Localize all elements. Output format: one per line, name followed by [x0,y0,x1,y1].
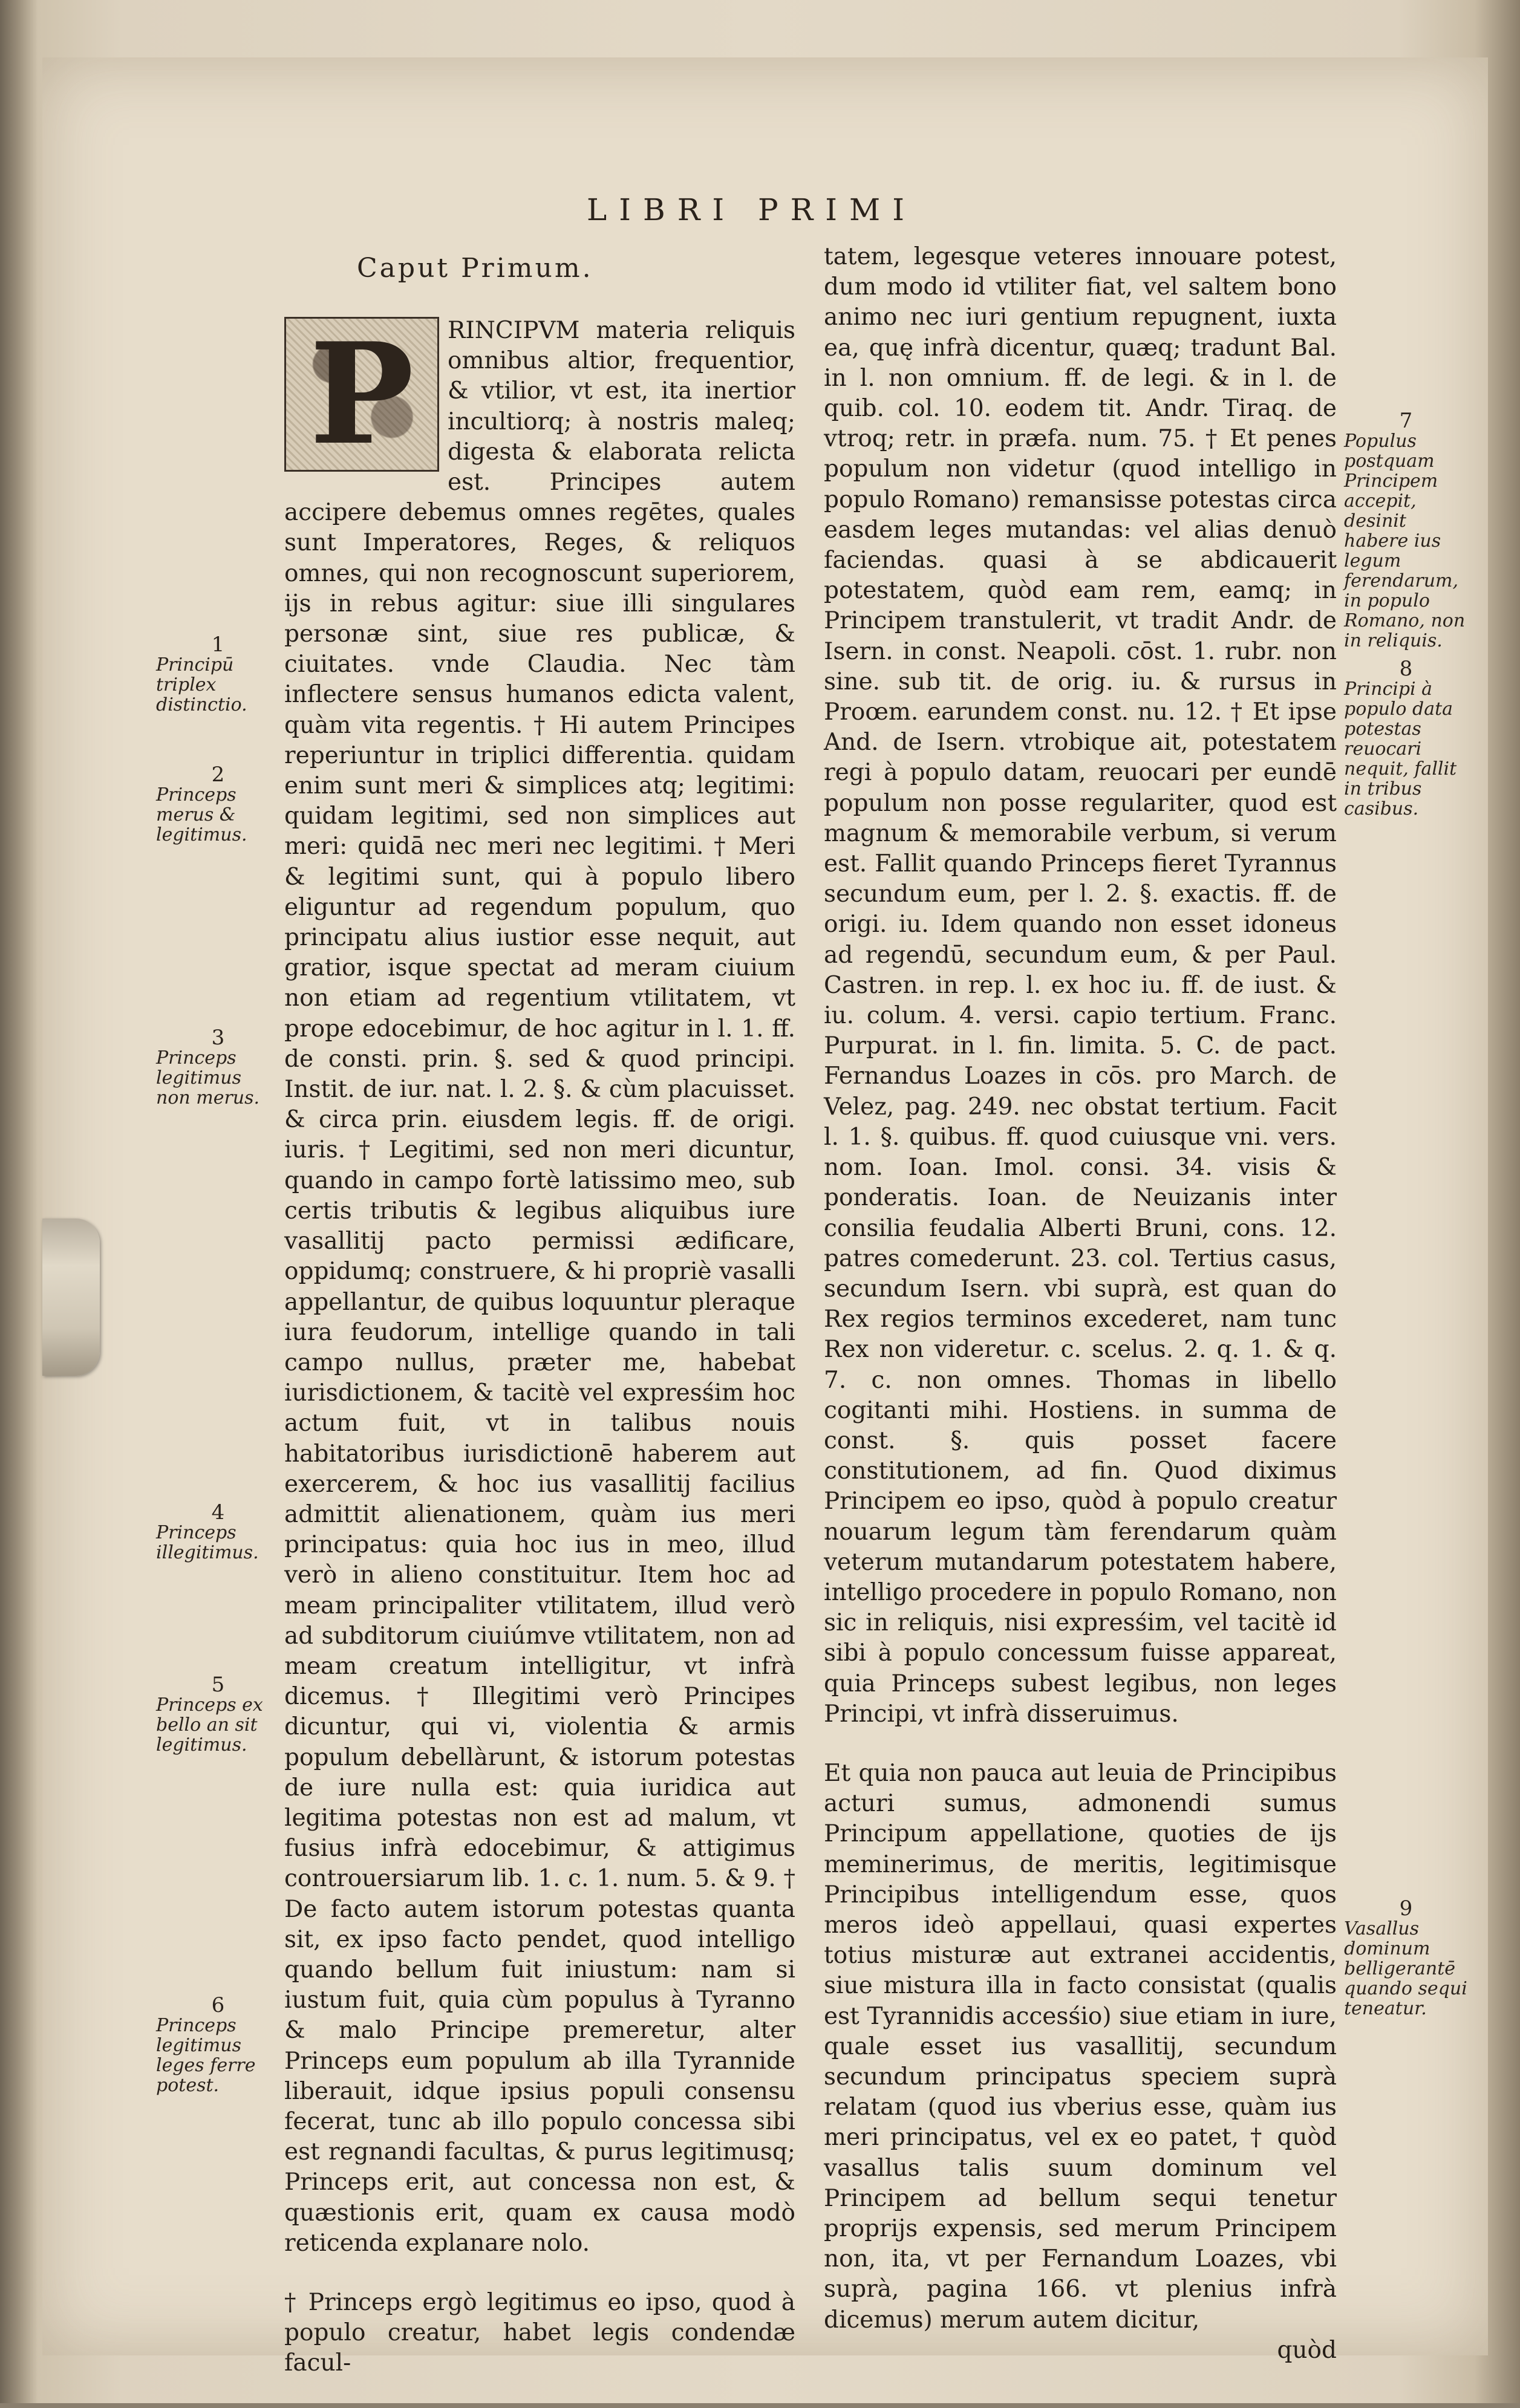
margin-note-left [156,635,280,715]
left-text-column [284,313,795,2408]
note-number: 8 [1399,657,1413,681]
note-text: Princeps legitimus non merus. [156,1047,260,1108]
paragraph: RINCIPVM materia reliquis omnibus altior, frequentior, & vtilior, vt est, ita inertior incultiorq; à nostris maleq; digesta & elaborata relicta est. Principes autem accipere debemus omnes regētes, quales sunt Imperatores, Reges, & reliquos omnes, qui non recognoscunt superiorem, ijs in rebus agitur: siue illi singulares personæ sint, siue res publicæ, & ciuitates. vnde Claudia. Nec tàm inflectere sensus humanos edicta valent, quàm vita regentis. † Hi autem Principes reperiuntur in triplici differentia. quidam enim sunt meri & simplices atq; legitimi: quidam legitimi, sed non simplices aut meri: quidā nec meri nec legitimi. † Meri & legitimi sunt, qui à populo libero eliguntur ad regendum populum, quo principatu alius iustior esse nequit, aut gratior, isque spectat ad meram ciuium non etiam ad regentium vtilitatem, vt prope edocebimur, de hoc agitur in l. 1. ff. de consti. prin. §. sed & quod principi. Instit. de iur. nat. l. 2. §. & cùm placuisset. & circa prin. eiusdem legis. ff. de origi. iuris. † Legitimi, sed non meri dicuntur, quando in campo fortè latissimo meo, sub certis tributis & legibus aliquibus iure vasallitij pacto permissi ædificare, oppidumq; construere, & hi propriè vasalli appellantur, de quibus loquuntur pleraque iura feudorum, intellige quando in tali campo nullus, præter me, habebat iurisdictionem, & tacitè vel expresśim hoc actum fuit, vt in talibus nouis habitatoribus iurisdictionē haberem aut exercerem, & hoc ius vasallitij facilius admittit alienationem, quàm ius meri principatus: quia hoc ius in meo, illud verò in alieno constituitur. Item hoc ad meam principaliter vtilitatem, illud verò ad subditorum ciuiúmve vtilitatem, non ad meam creatum intelligitur, vt infrà dicemus. † Illegitimi verò Principes dicuntur, qui vi, violentia & armis populum debellàrunt, & istorum potestas de iure nulla est: quia iuridica aut legitima potestas non est ad malum, vt fusius infrà edocebimur, & attigimus controuersiarum lib. 1. c. 1. num. 5. & 9. † De facto autem istorum potestas quanta sit, ex ipso facto pendet, quod intelligo quando bellum fuit iniustum: nam si iustum fuit, quia cùm populus à Tyranno & malo Principe premeretur, alter Princeps eum populum ab illa Tyrannide liberauit, idque ipsius populi consensu fecerat, tunc ab illo populo concessa sibi est regnandi facultas, & purus legitimusq; Princeps erit, aut concessa non est, & quæstionis erit, quam ex causa modò reticenda explanare nolo. [284,317,795,2257]
margin-note-left [156,1993,280,2096]
note-text: Vasallus dominum belligerantē quando sequi teneatur. [1344,1918,1467,2019]
note-number: 9 [1399,1896,1413,1921]
margin-note-right [1344,1896,1468,2019]
note-text: Princeps legitimus leges ferre potest. [156,2015,256,2096]
paragraph: tatem, legesque veteres innouare potest, dum modo id vtiliter fiat, vel saltem bono animo nec iuri gentium repugnent, iuxta ea, quę infrà dicentur, quæq; tradunt Bal. in l. non omnium. ff. de legi. & in l. de quib. col. 10. eodem tit. Andr. Tiraq. de vtroq; retr. in præfa. num. 75. † Et penes populum non videtur (quod intelligo in populo Romano) remansisse potestas circa easdem leges mutandas: vel alias denuò faciendas. quasi à se abdicauerit potestatem, quòd eam rem, eamq; in Principem transtulerit, vt tradit Andr. de Isern. in const. Neapoli. cōst. 1. rubr. non sine. sub tit. de orig. iu. & rursus in Proœm. earundem const. nu. 12. † Et ipse And. de Isern. vtrobique ait, potestatem regi à populo datam, reuocari per eundē populum non posse regulariter, quod est magnum & memorabile verbum, si verum est. Fallit quando Princeps fieret Tyrannus secundum eum, per l. 2. §. exactis. ff. de origi. iu. Idem quando non esset idoneus ad regendū, secundum eum, & per Paul. Castren. in rep. l. ex hoc iu. ff. de iust. & iu. colum. 4. versi. capio tertium. Franc. Purpurat. in l. fin. limita. 5. C. de pact. Fernandus Loazes in cōs. pro March. de Velez, pag. 249. nec obstat tertium. Facit l. 1. §. quibus. ff. quod cuiusque vni. vers. nom. Ioan. Imol. consi. 34. visis & ponderatis. Ioan. de Neuizanis inter consilia feudalia Alberti Bruni, cons. 12. patres comederunt. 23. col. Tertius casus, secundum Isern. vbi suprà, est quan do Rex regios terminos excederet, nam tunc Rex non videretur. c. scelus. 2. q. 1. & q. 7. c. non omnes. Thomas in libello cogitanti mihi. Hostiens. in summa de const. §. quis posset facere constitutionem, ad fin. Quod diximus Principem eo ipso, quòd à populo creatur nouarum legum tàm ferendarum quàm veterum mutandarum potestatem habere, intelligo procedere in populo Romano, non sic in reliquis, nisi expresśim, vel tacitè id sibi à populo concessum fuisse appareat, quia Princeps subest legibus, non leges Principi, vt infrà disseruimus. [824,243,1337,1728]
paragraph: Et quia non pauca aut leuia de Principibus acturi sumus, admonendi sumus Principum appellatione, quoties de ijs meminerimus, de meritis, legitimisque Principibus intelligendum esse, quos meros ideò appellaui, quasi expertes totius misturæ aut extranei accidentis, siue mistura illa in facto consistat (qualis est Tyrannidis accesśio) siue etiam in iure, quale esset ius vasallitij, secundum secundum principatus speciem suprà relatam (quod ius vberius esse, quàm ius meri principatus, vel ex eo patet, † quòd vasallus talis suum dominum vel Principem ad bellum sequi tenetur proprijs expensis, sed merum Principem non, ita, vt per Fernandum Loazes, vbi suprà, pagina 166. vt plenius infrà dicemus) merum autem dicitur, [824,1759,1337,2334]
margin-note-left [156,1028,280,1108]
note-number: 4 [211,1500,225,1525]
margin-note-right [1344,659,1468,819]
drop-cap-letter: P [309,313,414,476]
paragraph: † Princeps ergò legitimus eo ipso, quod à populo creatur, habet legis condendæ facul- [284,2289,795,2377]
note-number: 2 [211,763,225,787]
chapter-title: Caput Primum. [357,253,593,284]
binding-clip [42,1219,100,1376]
note-text: Princeps illegitimus. [156,1522,259,1563]
note-number: 7 [1399,409,1413,433]
margin-note-left [156,1675,280,1755]
note-text: Populus postquam Principem accepit, desinit habere ius legum ferendarum, in populo Romano, non in reliquis. [1344,431,1466,651]
note-number: 5 [211,1673,225,1697]
running-head: LIBRI PRIMI [587,192,916,227]
note-text: Princeps ex bello an sit legitimus. [156,1694,263,1756]
note-number: 6 [211,1993,225,2017]
note-text: Principi à populo data potestas reuocari nequit, fallit in tribus casibus. [1344,678,1457,819]
note-text: Princeps merus & legitimus. [156,784,247,845]
note-number: 1 [211,633,225,657]
right-text-column [824,242,1337,2366]
catchword: quòd [1277,2336,1337,2364]
margin-note-left [156,765,280,845]
note-text: Principū triplex distinctio. [156,654,247,715]
note-number: 3 [211,1026,225,1050]
ornamental-drop-cap [284,313,439,476]
margin-note-right [1344,411,1468,651]
margin-note-left [156,1500,280,1563]
